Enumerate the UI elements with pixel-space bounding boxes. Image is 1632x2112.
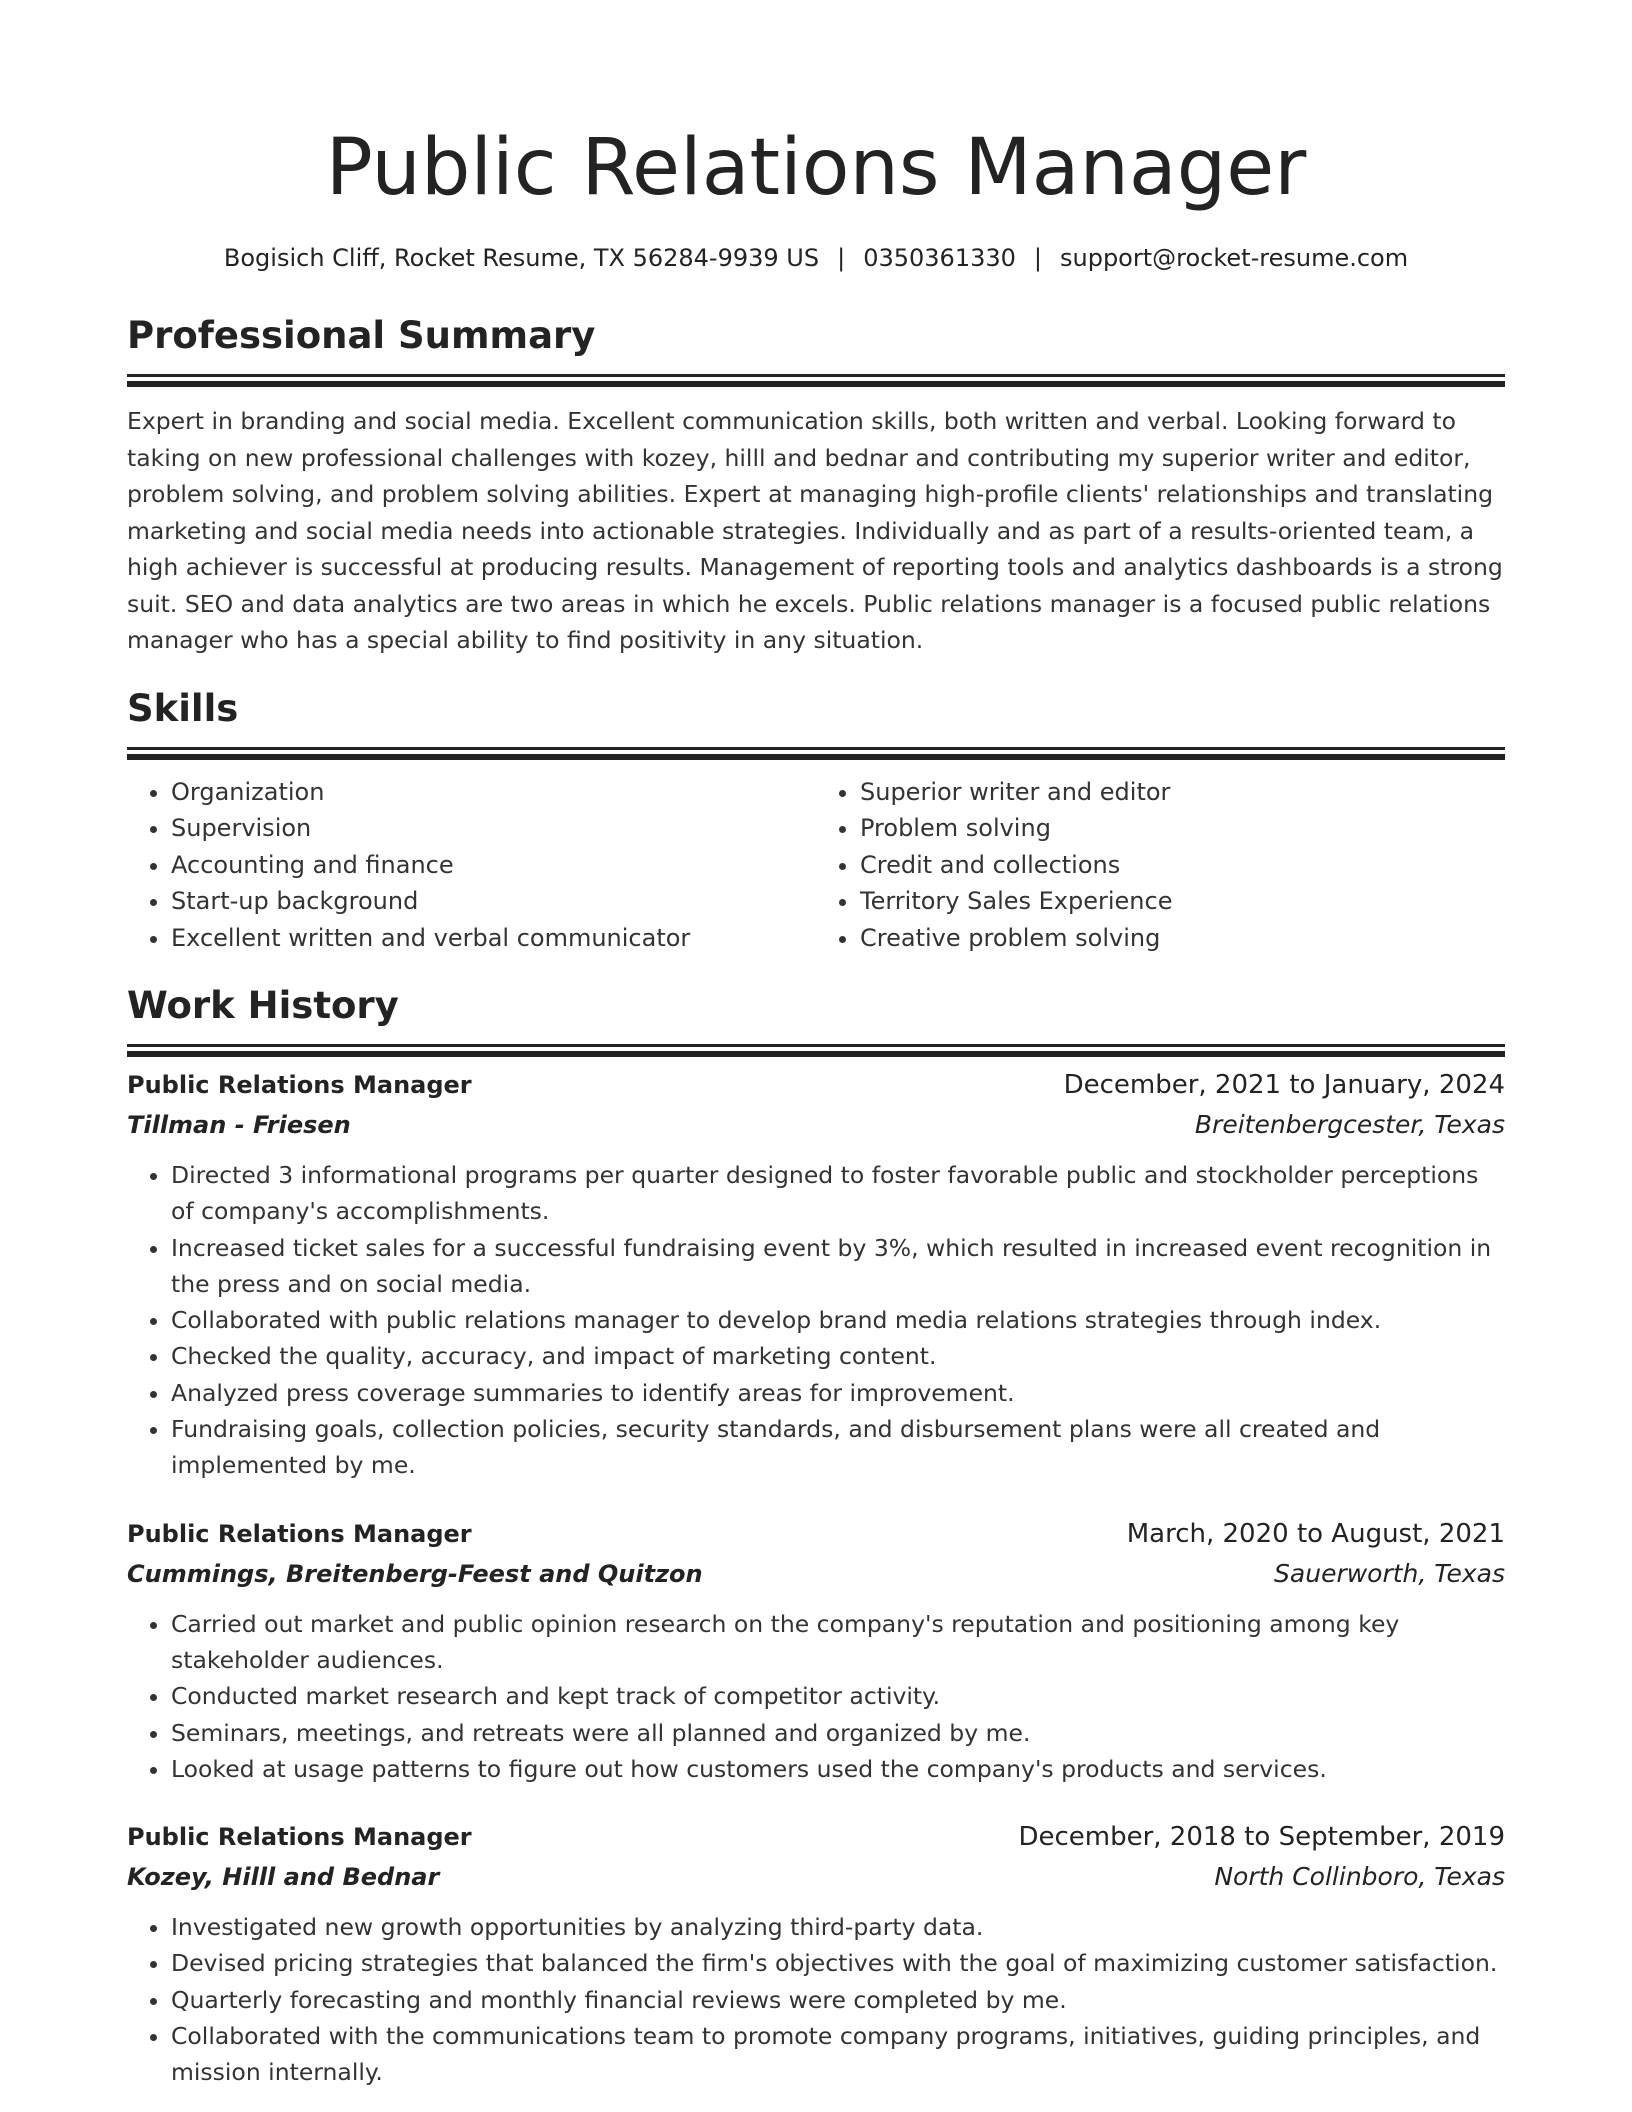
section-divider xyxy=(127,747,1505,750)
skill-item: • Credit and collections xyxy=(860,847,1505,884)
professional-summary-section xyxy=(127,312,1505,659)
skills-column-left xyxy=(127,774,816,957)
job-title: Public Relations Manager xyxy=(127,1823,472,1852)
skill-item: • Start-up background xyxy=(171,883,816,920)
job-location: North Collinboro, Texas xyxy=(1214,1862,1505,1892)
section-title-summary: Professional Summary xyxy=(127,314,596,357)
skill-item: • Organization xyxy=(171,774,816,811)
job-bullet: • Seminars, meetings, and retreats were all planned and organized by me. xyxy=(171,1715,1505,1751)
job-header-row xyxy=(127,1817,1505,1857)
job-bullet: • Analyzed press coverage summaries to identify areas for improvement. xyxy=(171,1375,1505,1411)
job-bullet: • Looked at usage patterns to figure out how customers used the company's products and services. xyxy=(171,1751,1505,1787)
contact-phone: 0350361330 xyxy=(863,244,1016,272)
skill-item: • Accounting and finance xyxy=(171,847,816,884)
job-company: Kozey, Hilll and Bednar xyxy=(127,1863,440,1892)
job-bullets xyxy=(127,1909,1505,2090)
contact-email: support@rocket-resume.com xyxy=(1060,244,1409,272)
job-bullet: • Devised pricing strategies that balanced the firm's objectives with the goal of maximizing customer satisfaction. xyxy=(171,1945,1505,1981)
job-company-row xyxy=(127,1857,1505,1897)
job-bullet: • Collaborated with the communications team to promote company programs, initiatives, guiding principles, and mission internally. xyxy=(171,2018,1505,2091)
job-bullet: • Quarterly forecasting and monthly financial reviews were completed by me. xyxy=(171,1982,1505,2018)
skill-item: • Creative problem solving xyxy=(860,920,1505,957)
job-bullet: • Investigated new growth opportunities by analyzing third-party data. xyxy=(171,1909,1505,1945)
skills-columns xyxy=(127,774,1505,957)
job-bullets xyxy=(127,1606,1505,1787)
job-bullet: • Checked the quality, accuracy, and impact of marketing content. xyxy=(171,1338,1505,1374)
job-company: Tillman - Friesen xyxy=(127,1111,351,1139)
job-company: Cummings, Breitenberg-Feest and Quitzon xyxy=(127,1559,703,1588)
job-dates: December, 2018 to September, 2019 xyxy=(1018,1822,1505,1853)
job-bullet: • Fundraising goals, collection policies, security standards, and disbursement plans were all created and implemented by me. xyxy=(171,1411,1505,1484)
job-dates: March, 2020 to August, 2021 xyxy=(1126,1518,1505,1549)
section-title-work-history: Work History xyxy=(127,984,399,1027)
job-bullet: • Carried out market and public opinion research on the company's reputation and positioning among key stakeholder audiences. xyxy=(171,1606,1505,1679)
job-header-row xyxy=(127,1065,1505,1105)
section-title-skills: Skills xyxy=(127,686,239,730)
skill-item: • Problem solving xyxy=(860,810,1505,847)
job-title: Public Relations Manager xyxy=(127,1519,472,1548)
job-bullet: • Collaborated with public relations manager to develop brand media relations strategies through index. xyxy=(171,1302,1505,1338)
job-title: Public Relations Manager xyxy=(127,1071,472,1099)
job-location: Breitenbergcester, Texas xyxy=(1194,1110,1505,1139)
job-entry xyxy=(127,1514,1505,1787)
job-location: Sauerworth, Texas xyxy=(1274,1558,1505,1588)
job-dates: December, 2021 to January, 2024 xyxy=(1063,1070,1505,1100)
contact-separator: | xyxy=(837,244,846,272)
skill-item: • Supervision xyxy=(171,810,816,847)
section-divider xyxy=(127,374,1505,377)
resume-name: Public Relations Manager xyxy=(325,123,1307,213)
skill-item: • Excellent written and verbal communicator xyxy=(171,920,816,957)
job-company-row xyxy=(127,1105,1505,1145)
section-divider xyxy=(127,1044,1505,1047)
job-bullets xyxy=(127,1157,1505,1484)
job-bullet: • Directed 3 informational programs per quarter designed to foster favorable public and stockholder perceptions of company's accomplishments. xyxy=(171,1157,1505,1230)
skill-item: • Territory Sales Experience xyxy=(860,883,1505,920)
job-bullet: • Increased ticket sales for a successful fundraising event by 3%, which resulted in increased event recognition in the press and on social media. xyxy=(171,1230,1505,1303)
contact-address: Bogisich Cliff, Rocket Resume, TX 56284-9939 US xyxy=(223,244,820,272)
skill-item: • Superior writer and editor xyxy=(860,774,1505,811)
job-bullet: • Conducted market research and kept track of competitor activity. xyxy=(171,1678,1505,1714)
summary-text: Expert in branding and social media. Excellent communication skills, both written and verbal. Looking forward to taking on new professional challenges with kozey, hilll and bednar and contributing my superior writer and editor, problem solving, and problem solving abilities. Expert at managing high-profile clients' relationships and translating marketing and social media needs into actionable strategies. Individually and as part of a results-oriented team, a high achiever is successful at producing results. Management of reporting tools and analytics dashboards is a strong suit. SEO and data analytics are two areas in which he excels. Public relations manager is a focused public relations manager who has a special ability to find positivity in any situation. xyxy=(127,407,1503,654)
job-company-row xyxy=(127,1554,1505,1594)
job-header-row xyxy=(127,1514,1505,1554)
skills-section xyxy=(127,685,1505,957)
work-history-section xyxy=(127,982,1505,2091)
job-entry xyxy=(127,1065,1505,1484)
job-entry xyxy=(127,1817,1505,2090)
skills-column-right xyxy=(816,774,1505,957)
contact-line xyxy=(127,240,1505,276)
contact-separator: | xyxy=(1033,244,1042,272)
